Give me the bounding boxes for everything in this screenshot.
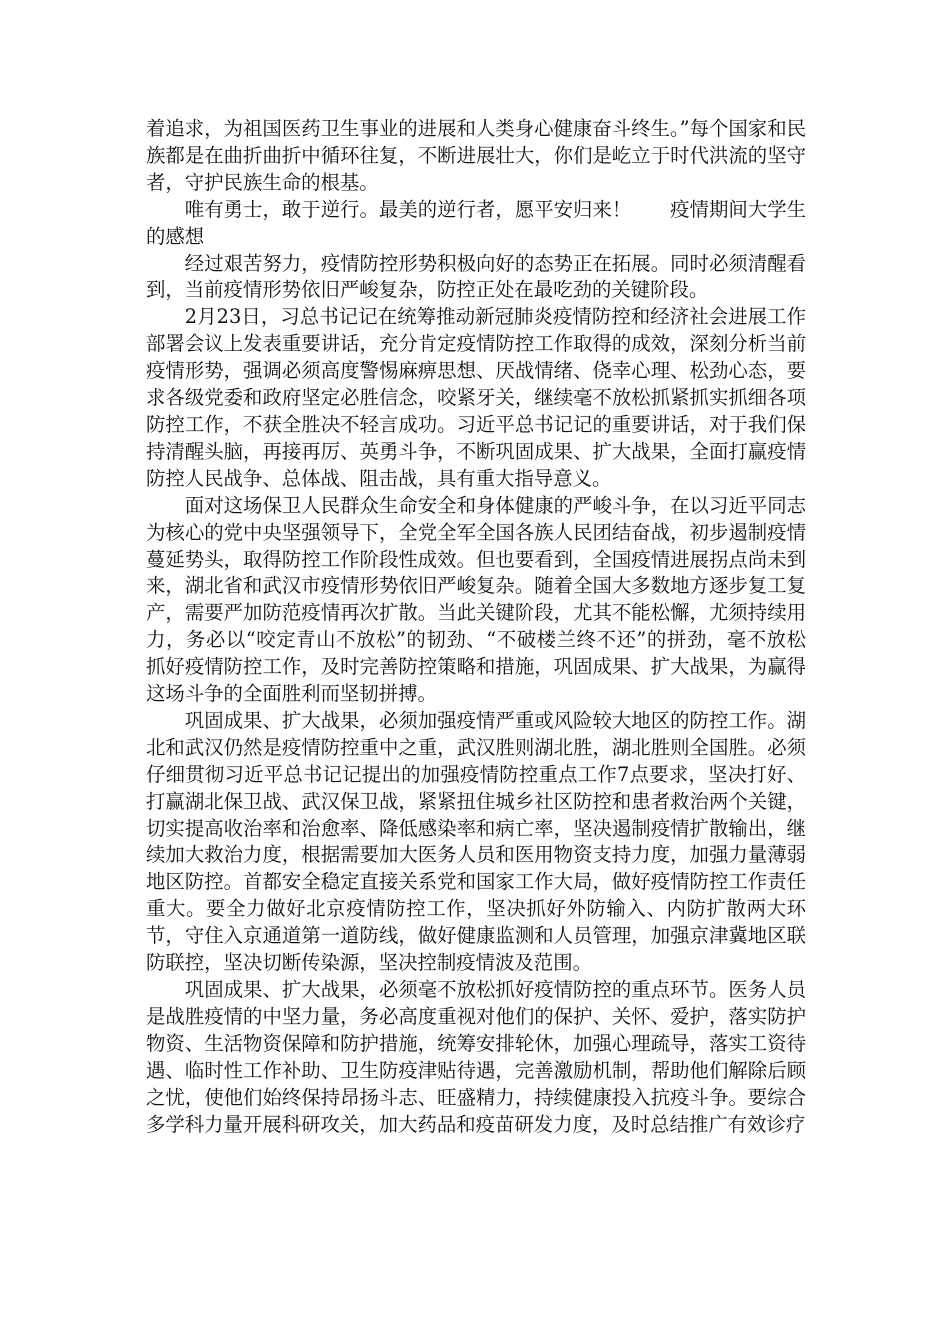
paragraph: 着追求，为祖国医药卫生事业的进展和人类身心健康奋斗终生。”每个国家和民族都是在曲折曲折中循环往复，不断进展壮大，你们是屹立于时代洪流的坚守者，守护民族生命的根基。	[146, 117, 806, 194]
paragraph: 唯有勇士，敢于逆行。最美的逆行者，愿平安归来！ 疫情期间大学生的感想	[146, 197, 806, 248]
document-body	[146, 116, 806, 1138]
paragraph: 经过艰苦努力，疫情防控形势积极向好的态势正在拓展。同时必须清醒看到，当前疫情形势依旧严峻复杂，防控正处在最吃劲的关键阶段。	[146, 251, 806, 302]
paragraph: 面对这场保卫人民群众生命安全和身体健康的严峻斗争，在以习近平同志为核心的党中央坚强领导下，全党全军全国各族人民团结奋战，初步遏制疫情蔓延势头，取得防控工作阶段性成效。但也要看到，全国疫情进展拐点尚未到来，湖北省和武汉市疫情形势依旧严峻复杂。随着全国大多数地方逐步复工复产，需要严加防范疫情再次扩散。当此关键阶段，尤其不能松懈，尤须持续用力，务必以“咬定青山不放松”的韧劲、“不破楼兰终不还”的拼劲，毫不放松抓好疫情防控工作，及时完善防控策略和措施，巩固成果、扩大战果，为赢得这场斗争的全面胜利而坚韧拼搏。	[146, 493, 806, 706]
paragraph: 巩固成果、扩大战果，必须毫不放松抓好疫情防控的重点环节。医务人员是战胜疫情的中坚力量，务必高度重视对他们的保护、关怀、爱护，落实防护物资、生活物资保障和防护措施，统筹安排轮休，加强心理疏导，落实工资待遇、临时性工作补助、卫生防疫津贴待遇，完善激励机制，帮助他们解除后顾之忧，使他们始终保持昂扬斗志、旺盛精力，持续健康投入抗疫斗争。要综合多学科力量开展科研攻关，加大药品和疫苗研发力度，及时总结推广有效诊疗	[146, 978, 806, 1136]
paragraph: 巩固成果、扩大战果，必须加强疫情严重或风险较大地区的防控工作。湖北和武汉仍然是疫情防控重中之重，武汉胜则湖北胜，湖北胜则全国胜。必须仔细贯彻习近平总书记记提出的加强疫情防控重点工作7点要求，坚决打好、打赢湖北保卫战、武汉保卫战，紧紧扭住城乡社区防控和患者救治两个关键，切实提高收治率和治愈率、降低感染率和病亡率，坚决遏制疫情扩散输出，继续加大救治力度，根据需要加大医务人员和医用物资支持力度，加强力量薄弱地区防控。首都安全稳定直接关系党和国家工作大局，做好疫情防控工作责任重大。要全力做好北京疫情防控工作，坚决抓好外防输入、内防扩散两大环节，守住入京通道第一道防线，做好健康监测和人员管理，加强京津冀地区联防联控，坚决切断传染源，坚决控制疫情波及范围。	[146, 708, 806, 975]
paragraph: 2月23日，习总书记记在统筹推动新冠肺炎疫情防控和经济社会进展工作部署会议上发表重要讲话，充分肯定疫情防控工作取得的成效，深刻分析当前疫情形势，强调必须高度警惕麻痹思想、厌战情绪、侥幸心理、松劲心态，要求各级党委和政府坚定必胜信念，咬紧牙关，继续毫不放松抓紧抓实抓细各项防控工作，不获全胜决不轻言成功。习近平总书记记的重要讲话，对于我们保持清醒头脑，再接再厉、英勇斗争，不断巩固成果、扩大战果，全面打赢疫情防控人民战争、总体战、阻击战，具有重大指导意义。	[146, 305, 806, 490]
